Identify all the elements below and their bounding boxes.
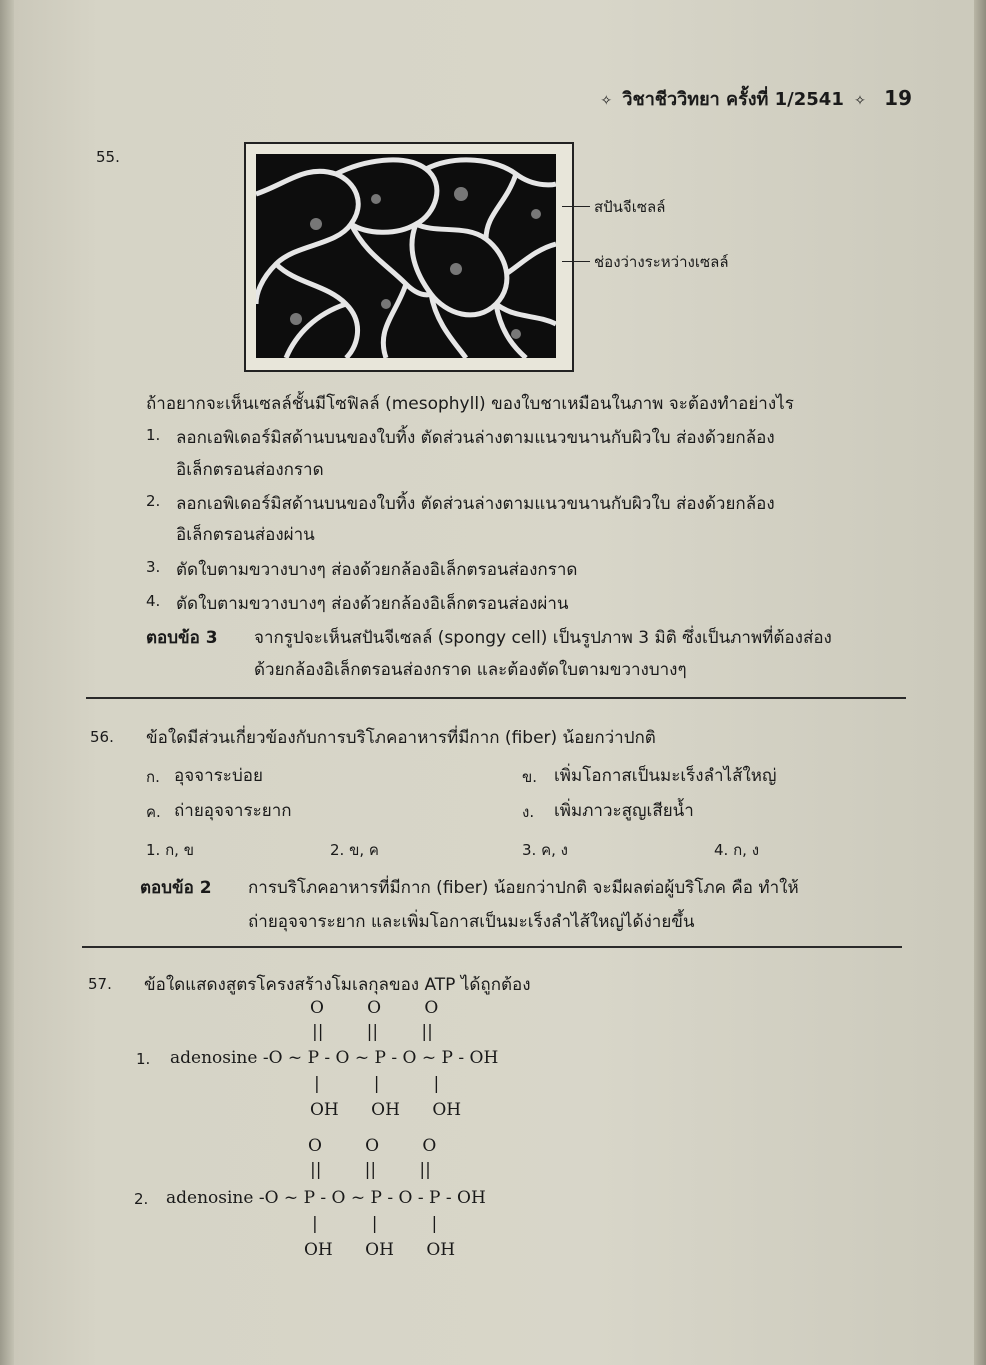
statement-text: อุจจาระบ่อย — [174, 766, 263, 786]
choice: 3. ค, ง — [522, 841, 568, 859]
choice: 1. ก, ข — [146, 841, 194, 859]
option-text: อิเล็กตรอนส่องผ่าน — [176, 525, 315, 545]
answer-text: ด้วยกล้องอิเล็กตรอนส่องกราด และต้องตัดใบตามขวางบางๆ — [254, 660, 687, 680]
choice: 2. ข, ค — [330, 841, 379, 859]
answer-label: ตอบข้อ 3 — [146, 628, 218, 648]
question-number: 55. — [96, 148, 120, 166]
answer-text: จากรูปจะเห็นสปันจีเซลล์ (spongy cell) เป็นรูปภาพ 3 มิติ ซึ่งเป็นภาพที่ต้องส่อง — [254, 628, 832, 648]
question-stem: ข้อใดมีส่วนเกี่ยวข้องกับการบริโภคอาหารที่มีกาก (fiber) น้อยกว่าปกติ — [146, 728, 656, 748]
statement-key: ข. — [522, 768, 538, 786]
formula-top-atoms: O O O — [308, 1136, 437, 1156]
figure-label-spongy-cell: สปันจีเซลล์ — [594, 198, 666, 216]
option-text: ลอกเอพิเดอร์มิสด้านบนของใบทิ้ง ตัดส่วนล่างตามแนวขนานกับผิวใบ ส่องด้วยกล้อง — [176, 428, 775, 448]
option-number: 1. — [136, 1050, 151, 1068]
label-pointer — [562, 261, 590, 262]
diamond-icon: ✧ — [600, 93, 613, 109]
divider — [86, 697, 906, 699]
option-number: 1. — [146, 426, 161, 444]
question-number: 56. — [90, 728, 114, 746]
option-number: 4. — [146, 592, 161, 610]
formula-main-chain: adenosine -O ~ P - O ~ P - O - P - OH — [166, 1188, 486, 1208]
formula-double-bonds: || || || — [312, 1022, 433, 1042]
diamond-icon: ✧ — [854, 93, 866, 109]
option-text: ตัดใบตามขวางบางๆ ส่องด้วยกล้องอิเล็กตรอนส่องกราด — [176, 560, 578, 580]
formula-bottom-groups: OH OH OH — [310, 1100, 462, 1120]
answer-text: ถ่ายอุจจาระยาก และเพิ่มโอกาสเป็นมะเร็งลำไส้ใหญ่ได้ง่ายขึ้น — [248, 912, 695, 932]
formula-single-bonds: | | | — [312, 1214, 438, 1234]
answer-text: การบริโภคอาหารที่มีกาก (fiber) น้อยกว่าปกติ จะมีผลต่อผู้บริโภค คือ ทำให้ — [248, 878, 799, 898]
micrograph-image — [256, 154, 556, 358]
figure-label-intercellular-space: ช่องว่างระหว่างเซลล์ — [594, 253, 729, 271]
option-number: 3. — [146, 558, 161, 576]
statement-key: ค. — [146, 803, 161, 821]
page-number: 19 — [884, 86, 912, 110]
option-number: 2. — [134, 1190, 149, 1208]
statement-key: ก. — [146, 768, 160, 786]
micrograph-figure — [244, 142, 574, 372]
choice: 4. ก, ง — [714, 841, 760, 859]
question-stem: ข้อใดแสดงสูตรโครงสร้างโมเลกุลของ ATP ได้ถูกต้อง — [144, 975, 531, 995]
header-title: วิชาชีววิทยา ครั้งที่ 1/2541 — [622, 89, 844, 110]
question-stem: ถ้าอยากจะเห็นเซลล์ชั้นมีโซฟิลล์ (mesophyll) ของใบชาเหมือนในภาพ จะต้องทำอย่างไร — [146, 394, 794, 414]
page-edge-right — [974, 0, 986, 1365]
statement-key: ง. — [522, 803, 535, 821]
statement-text: เพิ่มโอกาสเป็นมะเร็งลำไส้ใหญ่ — [554, 766, 777, 786]
option-text: อิเล็กตรอนส่องกราด — [176, 460, 324, 480]
question-number: 57. — [88, 975, 112, 993]
answer-label: ตอบข้อ 2 — [140, 878, 212, 898]
page-edge-left — [0, 0, 14, 1365]
formula-top-atoms: O O O — [310, 998, 439, 1018]
formula-bottom-groups: OH OH OH — [304, 1240, 456, 1260]
page-header — [596, 84, 912, 113]
option-text: ลอกเอพิเดอร์มิสด้านบนของใบทิ้ง ตัดส่วนล่างตามแนวขนานกับผิวใบ ส่องด้วยกล้อง — [176, 494, 775, 514]
formula-main-chain: adenosine -O ~ P - O ~ P - O ~ P - OH — [170, 1048, 499, 1068]
formula-double-bonds: || || || — [310, 1160, 431, 1180]
statement-text: เพิ่มภาวะสูญเสียน้ำ — [554, 801, 694, 821]
statement-text: ถ่ายอุจจาระยาก — [174, 801, 292, 821]
option-text: ตัดใบตามขวางบางๆ ส่องด้วยกล้องอิเล็กตรอนส่องผ่าน — [176, 594, 569, 614]
formula-single-bonds: | | | — [314, 1074, 440, 1094]
divider — [82, 946, 902, 948]
label-pointer — [562, 206, 590, 207]
option-number: 2. — [146, 492, 161, 510]
